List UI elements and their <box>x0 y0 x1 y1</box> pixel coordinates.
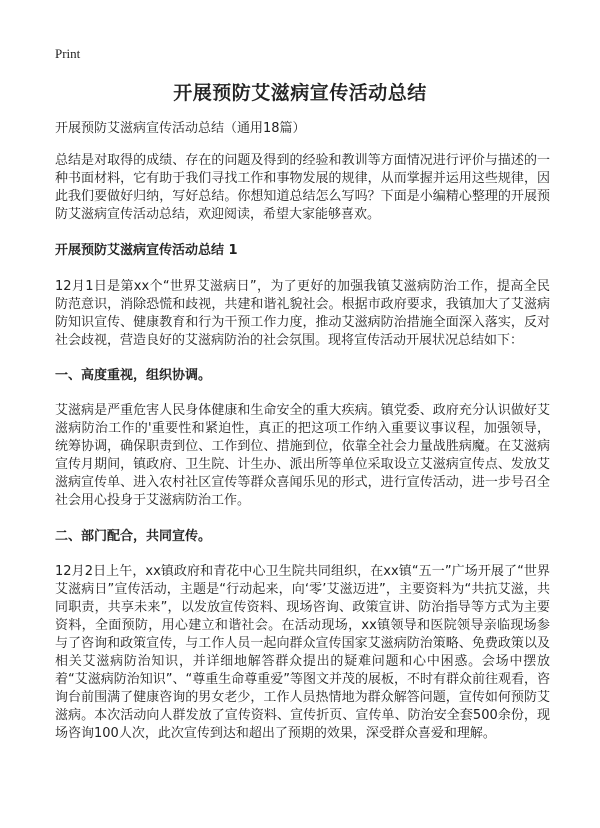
print-link[interactable]: Print <box>55 46 81 61</box>
document-body <box>55 120 550 757</box>
section-paragraph-2: 12月2日上午，xx镇政府和青花中心卫生院共同组织，在xx镇“五一”广场开展了“世界艾滋病日”宣传活动，主题是“行动起来，向‘零’艾滋迈进”，主要资料为“共抗艾滋，共同职责，共享未来”，以发放宣传资料、现场咨询、政策宣讲、防治指导等方式为主要资料，全面预防，用心建立和谐社会。在活动现场，xx镇领导和医院领导亲临现场参与了咨询和政策宣传，与工作人员一起向群众宣传国家艾滋病防治策略、免费政策以及相关艾滋病防治知识，并详细地解答群众提出的疑难问题和心中困惑。会场中摆放着“艾滋病防治知识”、“尊重生命尊重爱”等图文并茂的展板，不时有群众前往观看，咨询台前围满了健康咨询的男女老少，工作人员热情地为群众解答问题，宣传如何预防艾滋病。本次活动向人群发放了宣传资料、宣传折页、宣传单、防治安全套500余份，现场咨询100人次，此次宣传到达和超出了预期的效果，深受群众喜爱和理解。 <box>55 564 550 741</box>
section-heading-1: 一、高度重视，组织协调。 <box>55 368 212 383</box>
document-subtitle: 开展预防艾滋病宣传活动总结（通用18篇） <box>55 121 306 136</box>
page-title: 开展预防艾滋病宣传活动总结 <box>173 82 427 104</box>
intro-paragraph: 总结是对取得的成绩、存在的问题及得到的经验和教训等方面情况进行评价与描述的一种书面材料，它有助于我们寻找工作和事物发展的规律，从而掌握并运用这些规律，因此我们要做好归纳，写好总结。你想知道总结怎么写吗？下面是小编精心整理的开展预防艾滋病宣传活动总结，欢迎阅读，希望大家能够喜欢。 <box>55 153 550 222</box>
section-heading-2: 二、部门配合，共同宣传。 <box>55 529 212 544</box>
article-heading: 开展预防艾滋病宣传活动总结 1 <box>55 243 238 258</box>
section-paragraph-1: 艾滋病是严重危害人民身体健康和生命安全的重大疾病。镇党委、政府充分认识做好艾滋病防治工作的'重要性和紧迫性，真正的把这项工作纳入重要议事议程，加强领导，统筹协调，确保职责到位、工作到位、措施到位，依靠全社会力量战胜病魔。在艾滋病宣传月期间，镇政府、卫生院、计生办、派出所等单位采取设立艾滋病宣传点、发放艾滋病宣传单、进入农村社区宣传等群众喜闻乐见的形式，进行宣传活动，进一步号召全社会用心投身于艾滋病防治工作。 <box>55 403 550 508</box>
article-intro-paragraph: 12月1日是第xx个“世界艾滋病日”，为了更好的加强我镇艾滋病防治工作，提高全民防范意识，消除恐慌和歧视，共建和谐礼貌社会。根据市政府要求，我镇加大了艾滋病防知识宣传、健康教育和行为干预工作力度，推动艾滋病防治措施全面深入落实，反对社会歧视，营造良好的艾滋病防治的社会氛围。现将宣传活动开展状况总结如下： <box>55 279 550 348</box>
